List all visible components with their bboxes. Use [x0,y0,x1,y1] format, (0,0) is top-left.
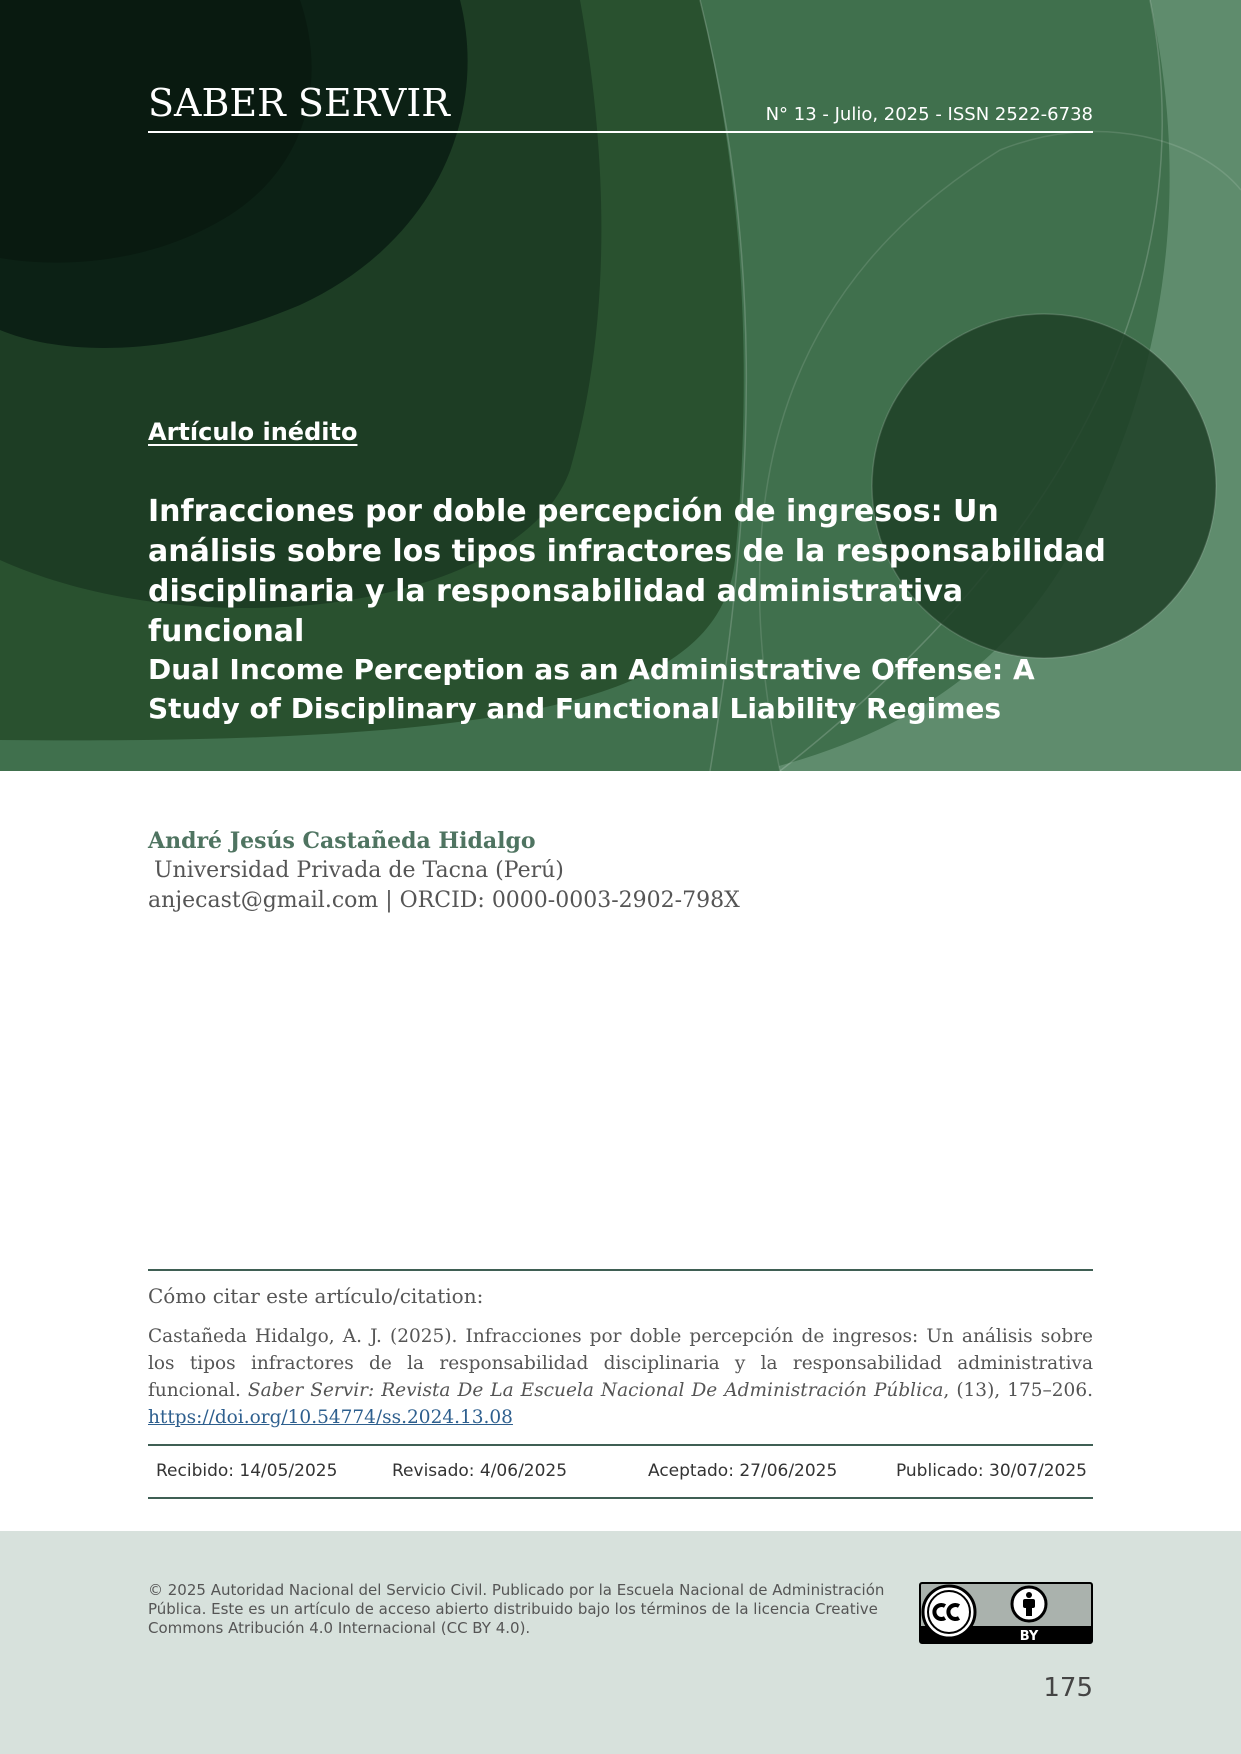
author-affiliation: Universidad Privada de Tacna (Perú) [154,858,564,883]
date-revised: Revisado: 4/06/2025 [392,1461,568,1481]
page-number: 175 [1043,1673,1093,1703]
citation-doi-link[interactable]: https://doi.org/10.54774/ss.2024.13.08 [148,1407,513,1428]
publication-dates [148,1446,1093,1496]
header-divider [148,131,1093,133]
citation-main: Castañeda Hidalgo, A. J. (2025). Infracciones por doble percepción de ingresos: Un análisis sobre los tipos infractores de la responsabilidad disciplinaria y la responsabilidad administrativa funcional. [148,1326,1093,1401]
article-title-spanish: Infracciones por doble percepción de ingresos: Un análisis sobre los tipos infractores de la responsabilidad disciplinaria y la responsabilidad administrativa funcional [148,494,1106,649]
badge-by-label: BY [1019,1629,1039,1644]
author-block [148,826,740,916]
citation-journal: Saber Servir: Revista De La Escuela Nacional De Administración Pública [247,1380,944,1401]
author-contact: anjecast@gmail.com | ORCID: 0000-0003-2902-798X [148,888,740,913]
cc-icon [923,1586,975,1638]
citation-heading: Cómo citar este artículo/citation: [148,1284,484,1308]
issue-info: N° 13 - Julio, 2025 - ISSN 2522-6738 [765,104,1093,125]
license-footer [0,1531,1241,1754]
cc-by-license-badge[interactable] [919,1582,1093,1644]
citation-bottom-rule [148,1497,1093,1499]
attribution-person-icon [1012,1587,1046,1621]
citation-text [148,1323,1093,1431]
article-type-label: Artículo inédito [148,418,358,446]
citation-top-rule [148,1269,1093,1271]
article-title-english: Dual Income Perception as an Administrative Offense: A Study of Disciplinary and Functional Liability Regimes [148,653,1035,725]
citation-tail: , (13), 175–206. [943,1380,1093,1401]
cover-banner [0,0,1241,771]
journal-name: SABER SERVIR [148,81,450,125]
date-received: Recibido: 14/05/2025 [156,1461,338,1481]
date-accepted: Aceptado: 27/06/2025 [648,1461,838,1481]
license-text: © 2025 Autoridad Nacional del Servicio Civil. Publicado por la Escuela Nacional de Administración Pública. Este es un artículo de acceso abierto distribuido bajo los términos de la licencia Creative Commons Atribución 4.0 Internacional (CC BY 4.0). [148,1581,885,1637]
author-name: André Jesús Castañeda Hidalgo [148,828,536,854]
date-published: Publicado: 30/07/2025 [895,1461,1087,1481]
